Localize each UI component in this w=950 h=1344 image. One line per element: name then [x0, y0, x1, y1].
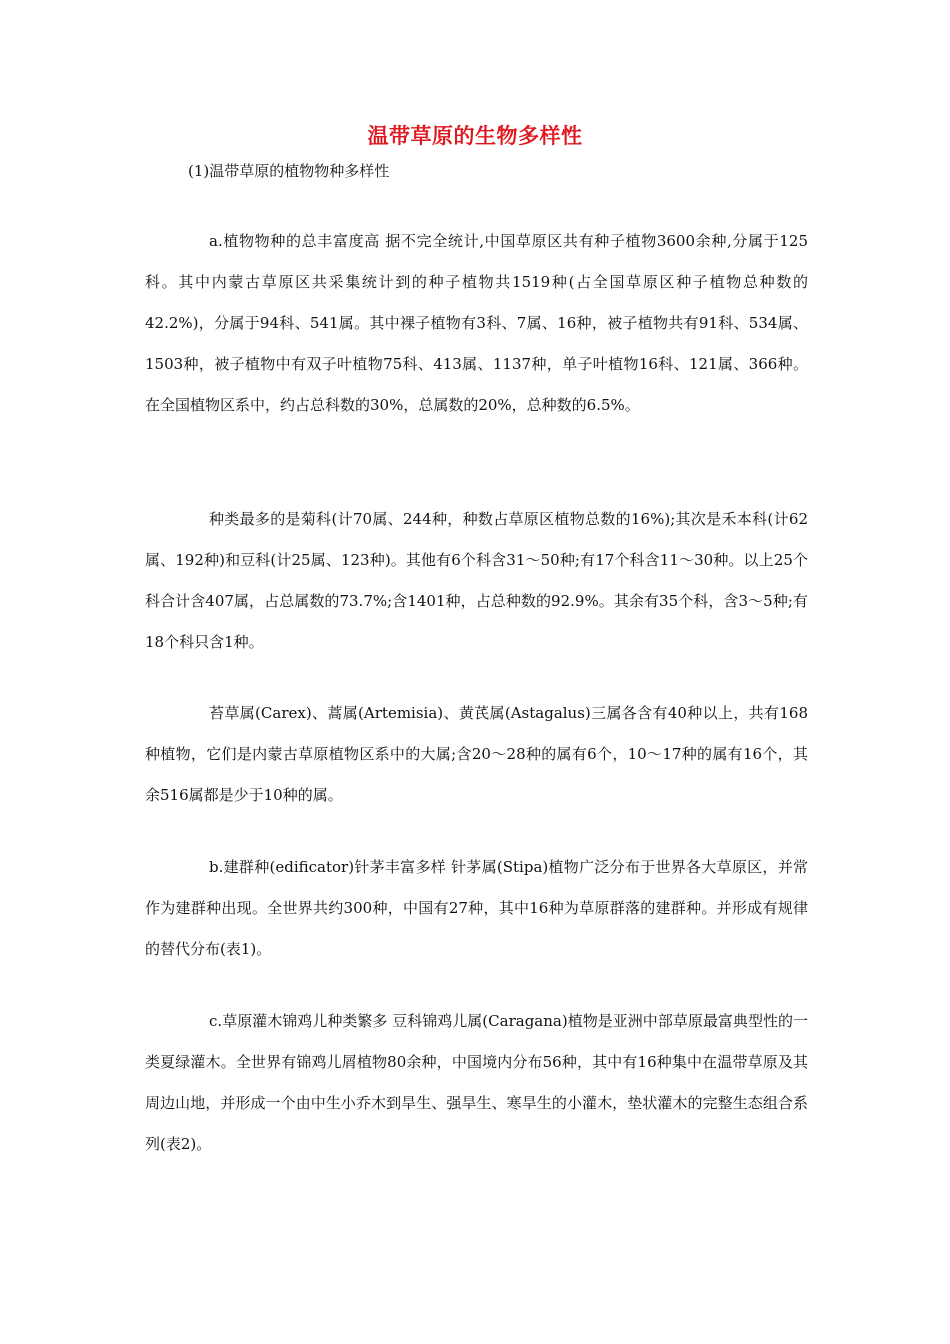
paragraph-caragana: c.草原灌木锦鸡儿种类繁多 豆科锦鸡儿属(Caragana)植物是亚洲中部草原最富典型性的一类夏绿灌木。全世界有锦鸡儿屑植物80余种，中国境内分布56种，其中有16种集中在温带草原及其周边山地，并形成一个由中生小乔木到旱生、强旱生、寒旱生的小灌木，垫状灌木的完整生态组合系列(表2)。 — [145, 1012, 808, 1153]
document-title: 温带草原的生物多样性 — [367, 124, 583, 148]
paragraph-species-richness: a.植物物种的总丰富度高 据不完全统计,中国草原区共有种子植物3600余种,分属于125科。其中内蒙古草原区共采集统计到的种子植物共1519种(占全国草原区种子植物总种数的42.2%)，分属于94科、541属。其中裸子植物有3科、7属、16种，被子植物共有91科、534属、1503种，被子植物中有双子叶植物75科、413属、1137种，单子叶植物16科、121属、366种。在全国植物区系中，约占总科数的30%，总属数的20%，总种数的6.5%。 — [145, 232, 808, 414]
paragraph-family-counts: 种类最多的是菊科(计70属、244种，种数占草原区植物总数的16%);其次是禾本科(计62属、192种)和豆科(计25属、123种)。其他有6个科含31～50种;有17个科含11～30种。以上25个科合计含407属，占总属数的73.7%;含1401种，占总种数的92.9%。其余有35个科，含3～5种;有18个科只含1种。 — [145, 510, 808, 651]
paragraph-stipa: b.建群种(edificator)针茅丰富多样 针茅属(Stipa)植物广泛分布于世界各大草原区，并常作为建群种出现。全世界共约300种，中国有27种，其中16种为草原群落的建群种。并形成有规律的替代分布(表1)。 — [145, 858, 808, 958]
section-heading: (1)温带草原的植物物种多样性 — [188, 162, 390, 180]
paragraph-large-genera: 苔草属(Carex)、蒿属(Artemisia)、黄芪属(Astagalus)三属各含有40种以上，共有168种植物，它们是内蒙古草原植物区系中的大属;含20～28种的属有6个，10～17种的属有16个，其余516属都是少于10种的属。 — [145, 704, 808, 804]
